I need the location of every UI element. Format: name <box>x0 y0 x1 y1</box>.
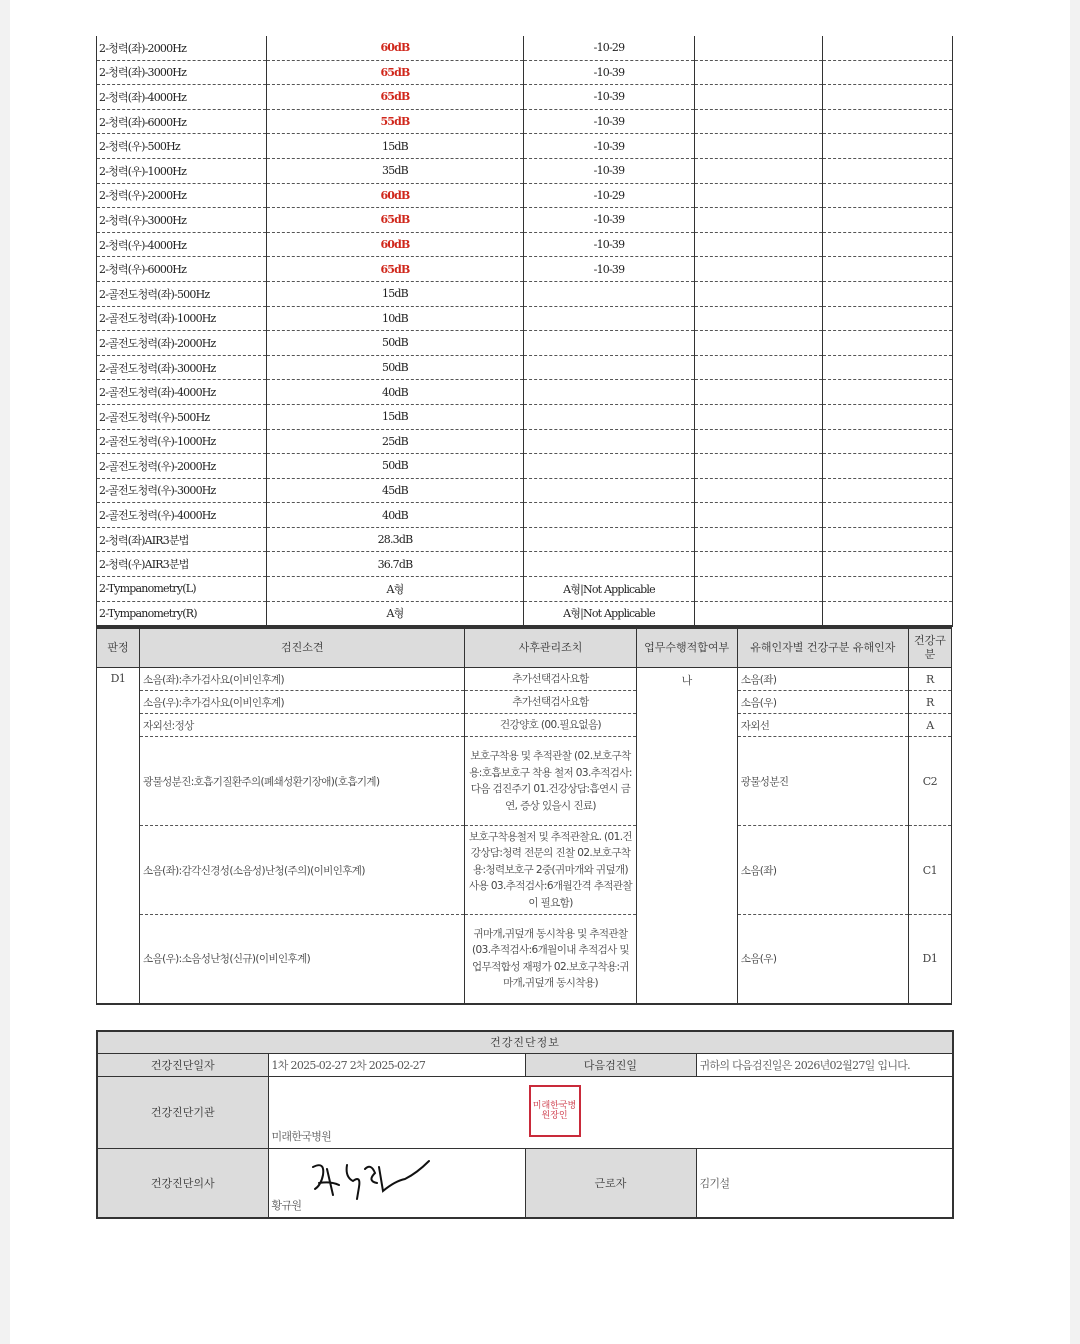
result-row <box>97 355 953 380</box>
finding-text: 소음(우):소음성난청(신규)(이비인후계) <box>140 915 465 1004</box>
empty-cell <box>695 404 823 429</box>
test-value: 60dB <box>267 232 524 257</box>
empty-cell <box>695 257 823 282</box>
test-name: 2-골전도청력(좌)-1000Hz <box>97 306 267 331</box>
reference-range <box>524 454 695 479</box>
empty-cell <box>823 232 953 257</box>
empty-cell <box>695 306 823 331</box>
management-text: 추가선택검사요함 <box>465 691 636 714</box>
exam-info-table <box>96 1030 954 1219</box>
empty-cell <box>823 503 953 528</box>
reference-range: -10-39 <box>524 85 695 110</box>
header-finding: 검진소견 <box>140 628 465 668</box>
reference-range: -10-39 <box>524 60 695 85</box>
header-management: 사후관리조치 <box>465 628 636 668</box>
reference-range: -10-39 <box>524 109 695 134</box>
empty-cell <box>823 85 953 110</box>
doctor-cell <box>268 1148 525 1218</box>
empty-cell <box>695 577 823 602</box>
empty-cell <box>823 355 953 380</box>
empty-cell <box>823 183 953 208</box>
empty-cell <box>695 36 823 60</box>
test-name: 2-골전도청력(우)-2000Hz <box>97 454 267 479</box>
empty-cell <box>823 306 953 331</box>
result-row <box>97 478 953 503</box>
empty-cell <box>823 380 953 405</box>
test-name: 2-골전도청력(우)-3000Hz <box>97 478 267 503</box>
empty-cell <box>695 208 823 233</box>
result-row <box>97 331 953 356</box>
header-health-class: 건강구분 <box>908 628 951 668</box>
test-value: 65dB <box>267 60 524 85</box>
test-value: 28.3dB <box>267 527 524 552</box>
reference-range: -10-29 <box>524 183 695 208</box>
empty-cell <box>823 577 953 602</box>
work-fitness-value: 나 <box>636 668 737 1004</box>
test-name: 2-골전도청력(좌)-4000Hz <box>97 380 267 405</box>
empty-cell <box>695 85 823 110</box>
test-name: 2-청력(우)AIR3분법 <box>97 552 267 577</box>
empty-cell <box>695 454 823 479</box>
empty-cell <box>823 454 953 479</box>
factor-text: 소음(우) <box>737 691 908 714</box>
worker-name: 김기설 <box>696 1148 953 1218</box>
reference-range <box>524 404 695 429</box>
test-value: 50dB <box>267 331 524 356</box>
test-name: 2-청력(우)-6000Hz <box>97 257 267 282</box>
empty-cell <box>695 158 823 183</box>
result-row <box>97 281 953 306</box>
test-name: 2-청력(우)-4000Hz <box>97 232 267 257</box>
empty-cell <box>823 404 953 429</box>
test-name: 2-청력(우)-3000Hz <box>97 208 267 233</box>
factor-text: 광물성분진 <box>737 737 908 826</box>
result-row <box>97 429 953 454</box>
finding-text: 소음(좌):감각신경성(소음성)난청(주의)(이비인후계) <box>140 826 465 915</box>
factor-text: 자외선 <box>737 714 908 737</box>
empty-cell <box>695 134 823 159</box>
test-value: 45dB <box>267 478 524 503</box>
empty-cell <box>823 331 953 356</box>
empty-cell <box>823 257 953 282</box>
header-factor: 유해인자별 건강구분 유해인자 <box>737 628 908 668</box>
test-name: 2-골전도청력(우)-500Hz <box>97 404 267 429</box>
empty-cell <box>695 281 823 306</box>
test-name: 2-청력(우)-1000Hz <box>97 158 267 183</box>
test-name: 2-골전도청력(좌)-3000Hz <box>97 355 267 380</box>
test-value: 60dB <box>267 183 524 208</box>
next-exam-label: 다음검진일 <box>525 1053 696 1076</box>
management-text: 건강양호 (00.필요없음) <box>465 714 636 737</box>
test-value: 65dB <box>267 85 524 110</box>
finding-text: 광물성분진:호흡기질환주의(폐쇄성환기장애)(호흡기계) <box>140 737 465 826</box>
result-row <box>97 527 953 552</box>
reference-range: -10-39 <box>524 257 695 282</box>
factor-text: 소음(우) <box>737 915 908 1004</box>
finding-text: 자외선:정상 <box>140 714 465 737</box>
management-text: 보호구착용 및 추적관찰 (02.보호구착용:호흡보호구 착용 철저 03.추적검사:다음 검진주기 01.건강상담:흡연시 금연, 증상 있을시 진료) <box>465 737 636 826</box>
reference-range <box>524 429 695 454</box>
judgment-value: D1 <box>97 668 140 1004</box>
seal-text: 미래한국병원장인 <box>532 1100 577 1121</box>
reference-range <box>524 306 695 331</box>
factor-text: 소음(좌) <box>737 668 908 691</box>
doctor-label: 건강진단의사 <box>97 1148 268 1218</box>
empty-cell <box>695 232 823 257</box>
empty-cell <box>823 429 953 454</box>
empty-cell <box>695 429 823 454</box>
reference-range <box>524 331 695 356</box>
test-name: 2-청력(좌)-2000Hz <box>97 36 267 60</box>
empty-cell <box>695 355 823 380</box>
test-value: 15dB <box>267 134 524 159</box>
test-name: 2-청력(우)-2000Hz <box>97 183 267 208</box>
exam-info-title: 건강진단정보 <box>97 1031 953 1053</box>
empty-cell <box>823 60 953 85</box>
test-name: 2-청력(좌)-3000Hz <box>97 60 267 85</box>
result-row <box>97 109 953 134</box>
test-name: 2-청력(좌)AIR3분법 <box>97 527 267 552</box>
result-row <box>97 257 953 282</box>
institution-cell <box>268 1076 953 1148</box>
result-row <box>97 454 953 479</box>
test-value: 40dB <box>267 503 524 528</box>
reference-range: -10-29 <box>524 36 695 60</box>
result-row <box>97 85 953 110</box>
result-row <box>97 503 953 528</box>
test-value: 65dB <box>267 257 524 282</box>
results-table <box>96 36 953 627</box>
empty-cell <box>695 478 823 503</box>
test-name: 2-Tympanometry(R) <box>97 601 267 626</box>
next-exam-value: 귀하의 다음검진일은 2026년02월27일 입니다. <box>696 1053 953 1076</box>
test-value: A형 <box>267 601 524 626</box>
doctor-name: 황규원 <box>271 1199 302 1212</box>
result-row <box>97 404 953 429</box>
test-value: 35dB <box>267 158 524 183</box>
empty-cell <box>823 158 953 183</box>
health-class-value: A <box>908 714 951 737</box>
test-name: 2-청력(좌)-6000Hz <box>97 109 267 134</box>
management-text: 보호구착용철저 및 추적관찰요. (01.건강상담:청력 전문의 진찰 02.보호구착용:청력보호구 2중(귀마개와 귀덮개)사용 03.추적검사:6개월간격 추적관찰이 필요함) <box>465 826 636 915</box>
result-row <box>97 60 953 85</box>
management-text: 추가선택검사요함 <box>465 668 636 691</box>
empty-cell <box>823 601 953 626</box>
reference-range: A형|Not Applicable <box>524 601 695 626</box>
health-class-value: R <box>908 668 951 691</box>
institution-seal-icon <box>529 1085 581 1137</box>
result-row <box>97 232 953 257</box>
institution-label: 건강진단기관 <box>97 1076 268 1148</box>
empty-cell <box>823 134 953 159</box>
empty-cell <box>823 527 953 552</box>
test-value: 40dB <box>267 380 524 405</box>
exam-date-value: 1차 2025-02-27 2차 2025-02-27 <box>268 1053 525 1076</box>
doctor-signature-icon <box>305 1155 435 1203</box>
finding-text: 소음(좌):추가검사요(이비인후계) <box>140 668 465 691</box>
result-row <box>97 306 953 331</box>
exam-date-label: 건강진단일자 <box>97 1053 268 1076</box>
result-row <box>97 36 953 60</box>
empty-cell <box>823 208 953 233</box>
result-row <box>97 134 953 159</box>
finding-text: 소음(우):추가검사요(이비인후계) <box>140 691 465 714</box>
reference-range: A형|Not Applicable <box>524 577 695 602</box>
test-value: 55dB <box>267 109 524 134</box>
reference-range <box>524 355 695 380</box>
test-value: 15dB <box>267 281 524 306</box>
test-value: 50dB <box>267 454 524 479</box>
reference-range <box>524 527 695 552</box>
empty-cell <box>695 552 823 577</box>
reference-range <box>524 552 695 577</box>
test-name: 2-청력(좌)-4000Hz <box>97 85 267 110</box>
factor-text: 소음(좌) <box>737 826 908 915</box>
test-value: 60dB <box>267 36 524 60</box>
empty-cell <box>823 552 953 577</box>
health-class-value: C1 <box>908 826 951 915</box>
test-value: 10dB <box>267 306 524 331</box>
result-row <box>97 577 953 602</box>
result-row <box>97 380 953 405</box>
test-name: 2-청력(우)-500Hz <box>97 134 267 159</box>
header-work-fitness: 업무수행적합여부 <box>636 628 737 668</box>
health-class-value: D1 <box>908 915 951 1004</box>
result-row <box>97 601 953 626</box>
empty-cell <box>695 503 823 528</box>
reference-range <box>524 478 695 503</box>
test-name: 2-골전도청력(우)-4000Hz <box>97 503 267 528</box>
health-class-value: C2 <box>908 737 951 826</box>
test-name: 2-Tympanometry(L) <box>97 577 267 602</box>
reference-range: -10-39 <box>524 232 695 257</box>
reference-range: -10-39 <box>524 158 695 183</box>
test-value: 50dB <box>267 355 524 380</box>
result-row <box>97 552 953 577</box>
empty-cell <box>695 380 823 405</box>
test-name: 2-골전도청력(우)-1000Hz <box>97 429 267 454</box>
test-value: 65dB <box>267 208 524 233</box>
empty-cell <box>823 36 953 60</box>
empty-cell <box>695 601 823 626</box>
test-name: 2-골전도청력(좌)-2000Hz <box>97 331 267 356</box>
reference-range <box>524 380 695 405</box>
empty-cell <box>823 109 953 134</box>
empty-cell <box>695 183 823 208</box>
institution-name: 미래한국병원 <box>271 1129 332 1143</box>
result-row <box>97 158 953 183</box>
test-name: 2-골전도청력(좌)-500Hz <box>97 281 267 306</box>
empty-cell <box>695 109 823 134</box>
test-value: 25dB <box>267 429 524 454</box>
reference-range: -10-39 <box>524 134 695 159</box>
empty-cell <box>695 331 823 356</box>
health-class-value: R <box>908 691 951 714</box>
worker-label: 근로자 <box>525 1148 696 1218</box>
empty-cell <box>823 478 953 503</box>
empty-cell <box>823 281 953 306</box>
empty-cell <box>695 60 823 85</box>
reference-range: -10-39 <box>524 208 695 233</box>
result-row <box>97 208 953 233</box>
reference-range <box>524 503 695 528</box>
result-row <box>97 183 953 208</box>
empty-cell <box>695 527 823 552</box>
findings-table <box>96 627 952 1005</box>
header-judgment: 판정 <box>97 628 140 668</box>
reference-range <box>524 281 695 306</box>
test-value: 36.7dB <box>267 552 524 577</box>
test-value: 15dB <box>267 404 524 429</box>
management-text: 귀마개,귀덮개 동시착용 및 추적관찰 (03.추적검사:6개월이내 추적검사 및 업무적합성 재평가 02.보호구착용:귀마개,귀덮개 동시착용) <box>465 915 636 1004</box>
test-value: A형 <box>267 577 524 602</box>
